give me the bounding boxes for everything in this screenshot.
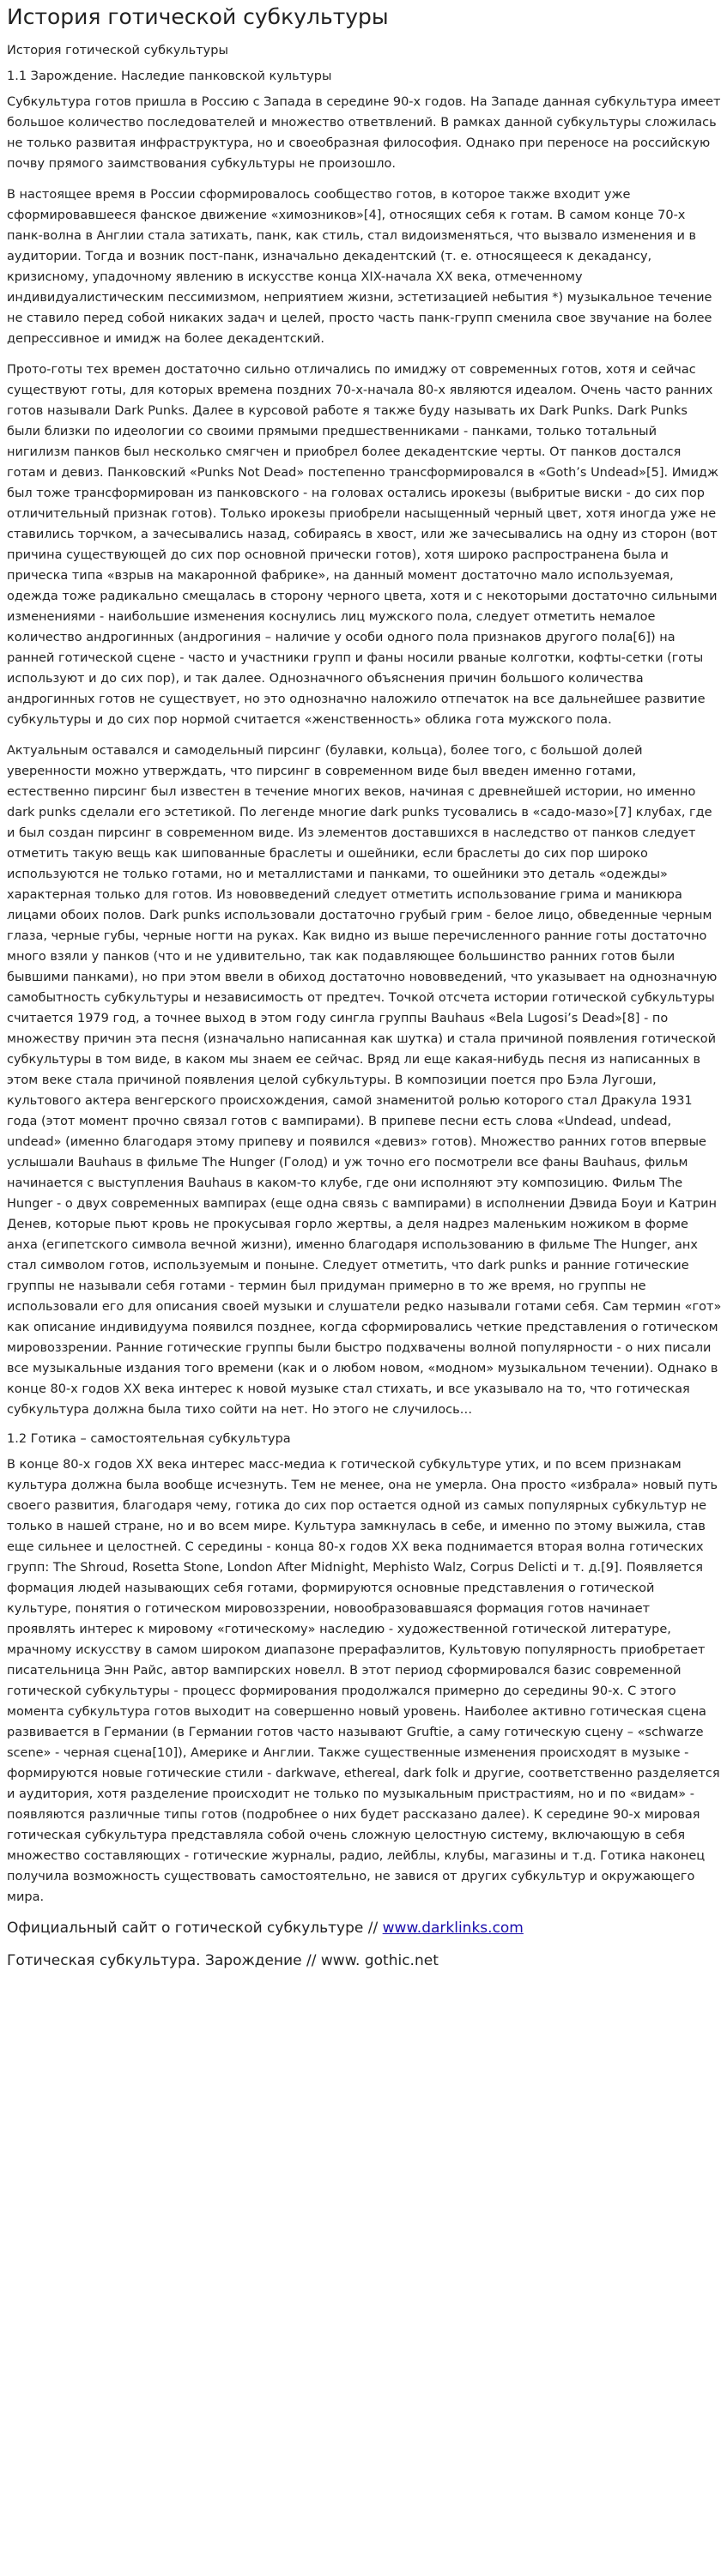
page-title: История готической субкультуры (7, 4, 389, 29)
paragraph: Субкультура готов пришла в Россию с Запада в середине 90-х годов. На Западе данная субкультура имеет большое количество последователей и множество ответвлений. В рамках данной субкультуры сложилась не только развитая инфраструктура, но и своеобразная философия. Однако при переносе на российскую почву прямого заимствования субкультуры не произошло. (7, 95, 721, 171)
paragraph: Прото-готы тех времен достаточно сильно отличались по имиджу от современных готов, хотя и сейчас существуют готы, для которых времена поздних 70-х-начала 80-х являются идеалом. Очень часто ранних готов называли Dark Punks. Далее в курсовой работе я также буду называть их Dark Punks. Dark Punks были близки по идеологии со своими прямыми предшественниками - панками, только тотальный нигилизм панков был несколько смягчен и приобрел более декадентские черты. От панков достался готам и девиз. Панковский «Punks Not Dead» постепенно трансформировался в «Goth’s Undead»[5]. Имидж был тоже трансформирован из панковского - на головах остались ирокезы (выбритые виски - до сих пор отличительный признак готов). Только ирокезы приобрели насыщенный черный цвет, хотя иногда уже не ставились торчком, а зачесывались назад, собираясь в хвост, или же зачесывались на одну из сторон (вот причина существующей до сих пор основной прически готов), хотя широко распространена была и прическа типа «взрыв на макаронной фабрике», на данный момент достаточно мало используемая, одежда тоже радикально смещалась в сторону черного цвета, хотя и с некоторыми достаточно сильными изменениями - наибольшие изменения коснулись лиц мужского пола, следует отметить немалое количество андрогинных (андрогиния – наличие у особи одного пола признаков другого пола[6]) на ранней готической сцене - часто и участники групп и фаны носили рваные колготки, кофты-сетки (готы используют и до сих пор), и так далее. Однозначного объяснения причин большого количества андрогинных готов не существует, но это однозначно наложило отпечаток на все дальнейшее развитие субкультуры и до сих пор нормой считается «женственность» облика гота мужского пола. (7, 363, 719, 727)
page-subtitle: История готической субкультуры (7, 44, 228, 57)
section-independent (7, 1430, 722, 1908)
section-heading: 1.1 Зарождение. Наследие панковской культуры (7, 70, 332, 83)
official-site-link[interactable]: www.darklinks.com (382, 1920, 524, 1937)
section-heading: 1.2 Готика – самостоятельная субкультура (7, 1432, 291, 1446)
paragraph: Актуальным оставался и самодельный пирсинг (булавки, кольца), более того, с большой долей уверенности можно утверждать, что пирсинг в современном виде был введен именно готами, естественно пирсинг был известен в течение многих веков, начиная с древнейшей истории, но именно dark punks сделали его эстетикой. По легенде многие dark punks тусовались в «садо-мазо»[7] клубах, где и был создан пирсинг в современном виде. Из элементов доставшихся в наследство от панков следует отметить такую вещь как шипованные браслеты и ошейники, если браслеты до сих пор широко используются не только готами, но и металлистами и панками, то ошейники это деталь «одежды» характерная только для готов. Из нововведений следует отметить использование грима и маникюра лицами обоих полов. Dark punks использовали достаточно грубый грим - белое лицо, обведенные черным глаза, черные губы, черные ногти на руках. Как видно из выше перечисленного ранние готы достаточно много взяли у панков (что и не удивительно, так как подавляющее большинство ранних готов были бывшими панками), но при этом ввели в обиход достаточно нововведений, что указывает на однозначную самобытность субкультуры и независимость от предтеч. Точкой отсчета истории готической субкультуры считается 1979 год, а точнее выход в этом году сингла группы Bauhaus «Bela Lugosi’s Dead»[8] - по множеству причин эта песня (изначально написанная как шутка) и стала причиной появления готической субкультуры в том виде, в каком мы знаем ее сейчас. Вряд ли еще какая-нибудь песня из написанных в этом веке стала причиной появления целой субкультуры. В композиции поется про Бэла Лугоши, культового актера венгерского происхождения, самой знаменитой ролью которого стал Дракула 1931 года (этот момент прочно связал готов с вампирами). В припеве песни есть слова «Undead, undead, undead» (именно благодаря этому припеву и появился «девиз» готов). Множество ранних готов впервые услышали Bauhaus в фильме The Hunger (Голод) и уж точно его посмотрели все фаны Bauhaus, фильм начинается с выступления Bauhaus в каком-то клубе, где они исполняют эту композицию. Фильм The Hunger - о двух современных вампирах (еще одна связь с вампирами) в исполнении Дэвида Боуи и Катрин Денев, которые пьют кровь не прокусывая горло жертвы, а деля надрез маленьким ножиком в форме анха (египетского символа вечной жизни), именно благодаря использованию в фильме The Hunger, анх стал символом готов, используемым и поныне. Следует отметить, что dark punks и ранние готические группы не называли себя готами - термин был придуман примерно в то же время, но группы не использовали его для описания своей музыки и слушатели редко называли готами себя. Сам термин «гот» как описание индивидуума появился позднее, когда сформировались четкие представления о готическом мировоззрении. Ранние готические группы были быстро подхвачены волной популярности - о них писали все музыкальные издания того времени (как и о любом новом, «модном» музыкальном течении). Однако в конце 80-х годов XX века интерес к новой музыке стал стихать, и все указывало на то, что готическая субкультура должна была тихо сойти на нет. Но этого не случилось… (7, 744, 722, 1417)
source-reference: Готическая субкультура. Зарождение // www. gothic.net (7, 1952, 439, 1969)
official-site-reference (7, 1918, 722, 1938)
paragraph: В настоящее время в России сформировалось сообщество готов, в которое также входит уже сформировавшееся фанское движение «химозников»[4], относящих себя к готам. В самом конце 70-х панк-волна в Англии стала затихать, панк, как стиль, стал видоизменяться, что вызвало изменения и в аудитории. Тогда и возник пост-панк, изначально декадентский (т. е. относящееся к декадансу, кризисному, упадочному явлению в искусстве конца XIX-начала XX века, отмеченному индивидуалистическим пессимизмом, неприятием жизни, эстетизацией небытия *) музыкальное течение не ставило перед собой никаких задач и целей, просто часть панк-групп сменила свое звучание на более депрессивное и имидж на более декадентский. (7, 188, 712, 346)
paragraph: В конце 80-х годов XX века интерес масс-медиа к готической субкультуре утих, и по всем признакам культура должна была вообще исчезнуть. Тем не менее, она не умерла. Она просто «избрала» новый путь своего развития, благодаря чему, готика до сих пор остается одной из самых популярных субкультур не только в нашей стране, но и во всем мире. Культура замкнулась в себе, и именно по этому выжила, став еще сильнее и целостней. С середины - конца 80-х годов XX века поднимается вторая волна готических групп: The Shroud, Rosetta Stone, London After Midnight, Mephisto Walz, Corpus Delicti и т. д.[9]. Появляется формация людей называющих себя готами, формируются основные представления о готической культуре, понятия о готическом мировоззрении, новообразовавшаяся формация готов начинает проявлять интерес к мировому «готическому» наследию - художественной готической литературе, мрачному искусству в самом широком диапазоне прерафаэлитов, Культовую популярность приобретает писательница Энн Райс, автор вампирских новелл. В этот период сформировался базис современной готической субкультуры - процесс формирования продолжался примерно до середины 90-х. С этого момента субкультура готов выходит на совершенно новый уровень. Наиболее активно готическая сцена развивается в Германии (в Германии готов часто называют Gruftie, а саму готическую сцену – «schwarze scene» - черная сцена[10]), Америке и Англии. Также существенные изменения происходят в музыке - формируются новые готические стили - darkwave, ethereal, dark folk и другие, соответственно разделяется и аудитория, хотя разделение происходит не только по музыкальным пристрастиям, но и по «видам» - появляются различные типы готов (подробнее о них будет рассказано далее). К середине 90-х мировая готическая субкультура представляла собой очень сложную целостную систему, включающую в себя множество составляющих - готические журналы, радио, лейблы, клубы, магазины и т.д. Готика наконец получила возможность существовать самостоятельно, не завися от других субкультур и окружающего мира. (7, 1458, 720, 1904)
section-origin (7, 68, 722, 1420)
official-site-prefix: Официальный сайт о готической субкультуре // (7, 1920, 383, 1937)
